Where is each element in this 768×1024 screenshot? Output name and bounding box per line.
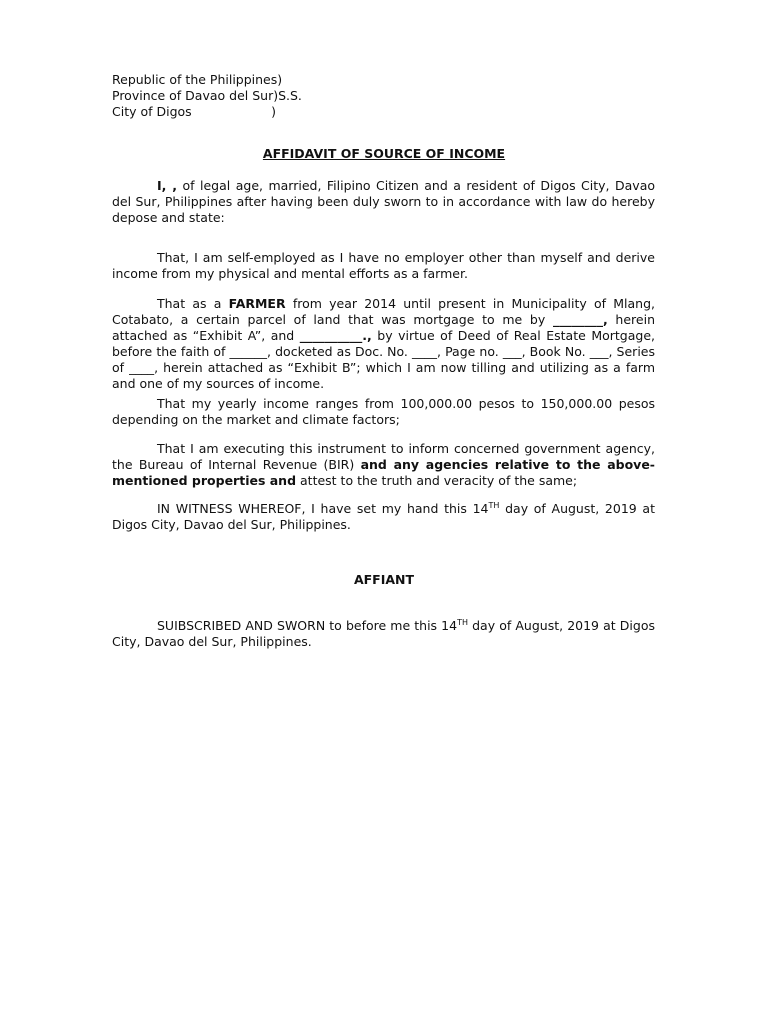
farmer-text-a: That as a	[157, 296, 229, 311]
paragraph-purpose	[112, 441, 655, 489]
purpose-bold-text: and any agencies relative to the above-mentioned properties and	[112, 457, 655, 488]
paragraph-farmer	[112, 296, 655, 392]
paragraph-jurat	[112, 618, 655, 650]
purpose-text-a: That I am executing this instrument to inform concerned government agency, the Bureau of Internal Revenue (BIR)	[112, 441, 655, 472]
mortgagor-blank: ________,	[552, 312, 608, 327]
jurat-day-suffix: TH	[457, 617, 468, 627]
witness-text-b: day of August, 2019 at Digos City, Davao del Sur, Philippines.	[112, 501, 655, 532]
witness-day-suffix: TH	[488, 500, 500, 510]
paragraph-yearly-income: That my yearly income ranges from 100,000.00 pesos to 150,000.00 pesos depending on the market and climate factors;	[112, 396, 655, 427]
jurat-text-a: SUIBSCRIBED AND SWORN to before me this 14	[157, 618, 458, 633]
header-line-city: City of Digos )	[112, 104, 277, 119]
affiant-label: AFFIANT	[353, 572, 415, 587]
paragraph-self-employed: That, I am self-employed as I have no employer other than myself and derive income from my physical and mental efforts as a farmer.	[112, 250, 655, 281]
affiant-name-lead: I, ,	[157, 178, 178, 193]
second-party-blank: __________.,	[299, 328, 372, 343]
intro-text: of legal age, married, Filipino Citizen and a resident of Digos City, Davao del Sur, Philippines after having been duly sworn to in accordance with law do hereby depose and state:	[112, 178, 655, 225]
purpose-text-b: attest to the truth and veracity of the same;	[296, 473, 578, 488]
farmer-text-c: herein attached as “Exhibit A”, and	[112, 312, 655, 343]
venue-header	[112, 72, 302, 120]
farmer-text-b: from year 2014 until present in Municipality of Mlang, Cotabato, a certain parcel of land that was mortgage to me by	[112, 296, 655, 327]
paragraph-witness	[112, 501, 655, 533]
witness-text-a: IN WITNESS WHEREOF, I have set my hand this 14	[157, 501, 489, 516]
header-line-province: Province of Davao del Sur)S.S.	[112, 88, 302, 103]
jurat-text-b: day of August, 2019 at Digos City, Davao del Sur, Philippines.	[112, 618, 655, 649]
paragraph-affiant-intro	[112, 178, 655, 226]
farmer-text-d: by virtue of Deed of Real Estate Mortgage, before the faith of ______, docketed as Doc. No. ____, Page no. ___, Book No. ___, Series of ____, herein attached as “Exhibit B”; which I am now tilling and utilizing as a farm and one of my sources of income.	[112, 328, 655, 391]
document-title: AFFIDAVIT OF SOURCE OF INCOME	[262, 146, 506, 161]
header-line-republic: Republic of the Philippines)	[112, 72, 283, 87]
farmer-keyword: FARMER	[228, 296, 286, 311]
